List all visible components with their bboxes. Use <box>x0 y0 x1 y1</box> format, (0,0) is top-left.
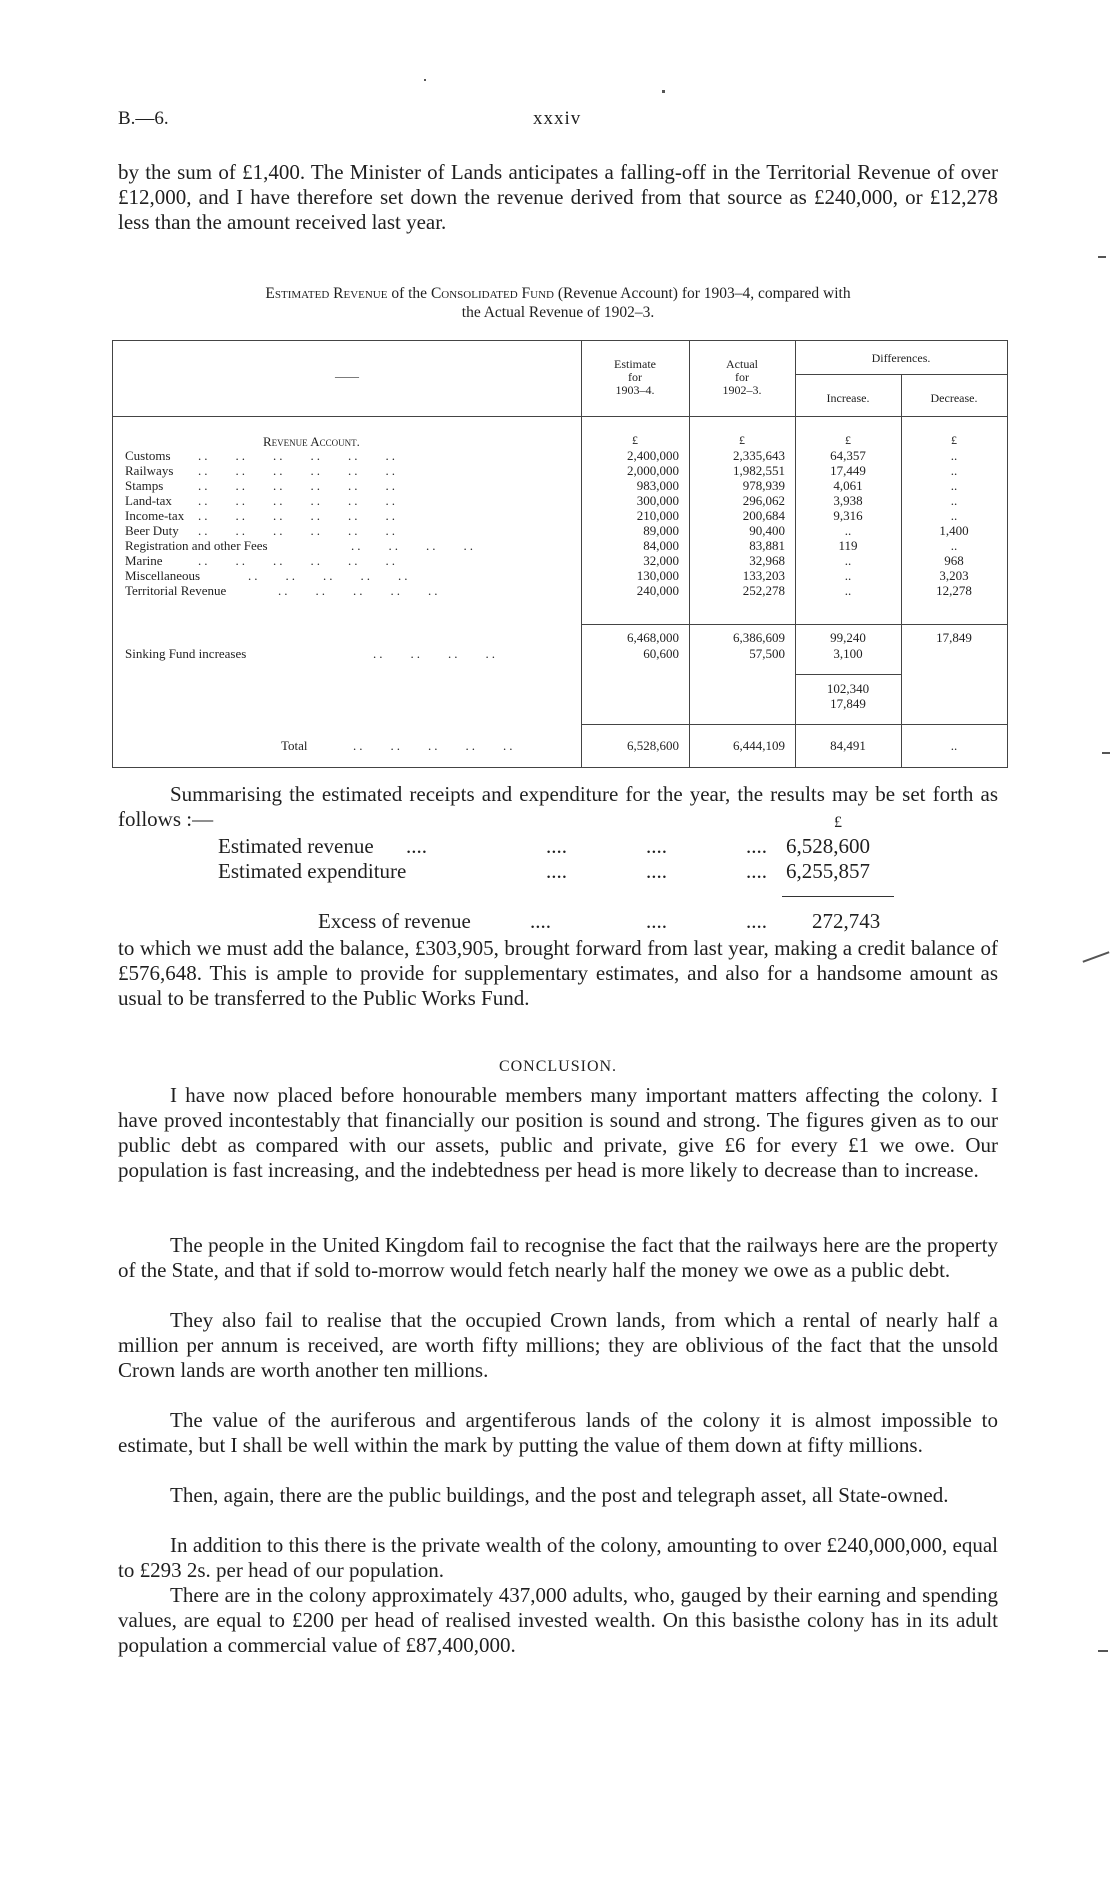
conclusion-paragraph: They also fail to realise that the occupied Crown lands, from which a rental of nearly half a million per annum is received, are worth fifty millions; they are oblivious of the fact that the unsold Crown lands are worth another ten millions. <box>118 1308 998 1382</box>
cell-actual: 296,062 <box>742 493 785 508</box>
row-leader: .. .. .. .. <box>351 538 476 553</box>
col-header-increase: Increase. <box>826 391 870 405</box>
revenue-label: Estimated revenue <box>218 834 374 858</box>
leader-dots: .... <box>746 909 767 933</box>
cell-estimate: 240,000 <box>636 583 679 598</box>
row-leader: .. .. .. .. .. <box>353 738 516 753</box>
row-label: Land-tax <box>125 493 172 508</box>
cell-estimate: 84,000 <box>643 538 679 553</box>
col-header-differences: Differences. <box>871 351 931 365</box>
row-label: Miscellaneous <box>125 568 201 583</box>
cell-actual: 2,335,643 <box>733 448 785 463</box>
scan-speck <box>1098 256 1106 258</box>
leader-dots: .... <box>646 859 667 883</box>
row-leader: .. .. .. .. .. .. <box>198 478 398 493</box>
subtotal-increase: 99,240 <box>830 630 866 645</box>
cell-decrease: .. <box>950 448 958 463</box>
cell-actual: 133,203 <box>742 568 785 583</box>
subtotal-estimate: 6,468,000 <box>627 630 679 645</box>
cell-decrease: 12,278 <box>936 583 972 598</box>
table-row <box>113 568 1007 583</box>
table-row <box>113 448 1007 463</box>
table-row <box>113 583 1007 598</box>
cell-decrease: .. <box>950 508 958 523</box>
cell-decrease: 3,203 <box>939 568 969 583</box>
conclusion-paragraph: The people in the United Kingdom fail to recognise the fact that the railways here are the property of the State, and that if sold to-morrow would fetch nearly half the money we owe as a public debt. <box>118 1233 998 1282</box>
cell-decrease: .. <box>950 538 958 553</box>
cell-increase: 3,938 <box>833 493 863 508</box>
header-line: Actual <box>726 357 758 371</box>
table-rule <box>581 724 1007 725</box>
row-leader: .. .. .. .. <box>373 646 498 661</box>
cell-increase: 17,449 <box>830 463 866 478</box>
scan-speck <box>1083 951 1110 962</box>
row-leader: .. .. .. .. .. .. <box>198 448 398 463</box>
header-line: Estimate <box>614 357 656 371</box>
diff-calc-increase: 102,340 <box>826 681 870 696</box>
cell-increase: 64,357 <box>830 448 866 463</box>
row-leader: .. .. .. .. .. .. <box>198 493 398 508</box>
sinking-actual: 57,500 <box>749 646 785 661</box>
cell-decrease: .. <box>950 493 958 508</box>
cell-decrease: 1,400 <box>939 523 969 538</box>
table-title-part: (Revenue Account) for 1903–4, compared with <box>557 285 851 302</box>
table-rule <box>581 624 1007 625</box>
summary-rule <box>782 896 894 897</box>
table-row <box>113 508 1007 523</box>
table-rule <box>113 416 1007 417</box>
header-line: 1902–3. <box>722 383 762 397</box>
cell-actual: 200,684 <box>742 508 785 523</box>
header-line: 1903–4. <box>615 383 655 397</box>
table-row <box>113 463 1007 478</box>
cell-estimate: 89,000 <box>643 523 679 538</box>
cell-estimate: 300,000 <box>636 493 679 508</box>
leader-dots: .... <box>406 834 427 858</box>
conclusion-heading: CONCLUSION. <box>498 1058 618 1075</box>
subtotal-actual: 6,386,609 <box>733 630 785 645</box>
col-header-estimate <box>581 358 689 397</box>
running-header <box>118 108 998 138</box>
table-row <box>113 553 1007 568</box>
row-label: Beer Duty <box>125 523 179 538</box>
revenue-table <box>112 340 1008 768</box>
cell-actual: 252,278 <box>742 583 785 598</box>
cell-increase: .. <box>844 523 852 538</box>
blank-header: —— <box>335 369 359 383</box>
scan-speck <box>662 90 665 93</box>
cell-increase: 9,316 <box>833 508 863 523</box>
total-decrease: .. <box>950 738 958 753</box>
cell-actual: 90,400 <box>749 523 785 538</box>
cell-decrease: .. <box>950 478 958 493</box>
excess-label: Excess of revenue <box>318 909 471 933</box>
cell-estimate: 130,000 <box>636 568 679 583</box>
row-label: Territorial Revenue <box>125 583 227 598</box>
row-leader: .. .. .. .. .. <box>248 568 411 583</box>
summary-after: to which we must add the balance, £303,905, brought forward from last year, making a credit balance of £576,648. This is ample to provide for supplementary estimates, and also for a handsome amount as usual to be transferred to the Public Works Fund. <box>118 936 998 1010</box>
table-title-line2: the Actual Revenue of 1902–3. <box>461 304 655 321</box>
row-label: Income-tax <box>125 508 185 523</box>
scan-speck <box>1102 752 1110 754</box>
leader-dots: .... <box>530 909 551 933</box>
cell-increase: 4,061 <box>833 478 863 493</box>
row-leader: .. .. .. .. .. .. <box>198 463 398 478</box>
table-title-part: Estimated Revenue <box>265 285 388 302</box>
leader-dots: .... <box>546 834 567 858</box>
summary-currency: £ <box>834 814 842 831</box>
total-label: Total <box>281 738 308 753</box>
col-header-actual <box>689 358 795 397</box>
cell-increase: .. <box>844 553 852 568</box>
conclusion-paragraph: The value of the auriferous and argentiferous lands of the colony it is almost impossible to estimate, but I shall be well within the mark by putting the value of them down at fifty millions. <box>118 1408 998 1457</box>
cell-decrease: 968 <box>944 553 964 568</box>
leader-dots: .... <box>546 859 567 883</box>
header-line: for <box>735 370 749 384</box>
diff-calc-decrease: 17,849 <box>830 696 866 711</box>
cell-actual: 83,881 <box>749 538 785 553</box>
row-label: Registration and other Fees <box>125 538 268 553</box>
row-leader: .. .. .. .. .. .. <box>198 523 398 538</box>
row-label: Customs <box>125 448 171 463</box>
excess-value: 272,743 <box>812 909 881 933</box>
expenditure-label: Estimated expenditure <box>218 859 407 883</box>
table-title <box>108 284 1008 322</box>
expenditure-value: 6,255,857 <box>786 859 870 883</box>
subtotal-decrease: 17,849 <box>936 630 972 645</box>
cell-estimate: 983,000 <box>636 478 679 493</box>
leader-dots: .... <box>646 834 667 858</box>
row-leader: .. .. .. .. .. .. <box>198 553 398 568</box>
leader-dots: .... <box>746 859 767 883</box>
leader-dots: .... <box>746 834 767 858</box>
row-label: Stamps <box>125 478 164 493</box>
row-leader: .. .. .. .. .. .. <box>198 508 398 523</box>
currency-estimate: £ <box>632 433 638 447</box>
table-row <box>113 538 1007 553</box>
cell-estimate: 32,000 <box>643 553 679 568</box>
scan-speck <box>1098 1650 1108 1652</box>
intro-paragraph: by the sum of £1,400. The Minister of Lands anticipates a falling-off in the Territorial Revenue of over £12,000, and I have therefore set down the revenue derived from that source as £240,000, or £12,278 less than the amount received last year. <box>118 160 998 234</box>
table-row <box>113 478 1007 493</box>
revenue-value: 6,528,600 <box>786 834 870 858</box>
table-rule <box>113 340 1007 341</box>
cell-increase: .. <box>844 568 852 583</box>
currency-decrease: £ <box>951 433 957 447</box>
total-estimate: 6,528,600 <box>627 738 679 753</box>
table-rule <box>795 674 901 675</box>
section-code: B.—6. <box>118 108 169 129</box>
sinking-fund-label: Sinking Fund increases <box>125 646 247 661</box>
conclusion-paragraph: In addition to this there is the private wealth of the colony, amounting to over £240,000,000, equal to £293 2s. per head of our population. <box>118 1533 998 1582</box>
conclusion-paragraph: I have now placed before honourable members many important matters affecting the colony. I have proved incontestably that financially our position is sound and strong. The figures given as to our public debt as compared with our assets, public and private, give £6 for every £1 we owe. Our population is fast increasing, and the indebtedness per head is more likely to decrease than to increase. <box>118 1083 998 1182</box>
conclusion-paragraph: There are in the colony approximately 437,000 adults, who, gauged by their earning and spending values, are equal to £200 per head of realised invested wealth. On this basisthe colony has in its adult population a commercial value of £87,400,000. <box>118 1583 998 1657</box>
cell-decrease: .. <box>950 463 958 478</box>
sinking-estimate: 60,600 <box>643 646 679 661</box>
table-title-part: Consolidated Fund <box>430 285 555 302</box>
cell-actual: 1,982,551 <box>733 463 785 478</box>
table-row <box>113 493 1007 508</box>
currency-increase: £ <box>845 433 851 447</box>
table-row <box>113 523 1007 538</box>
cell-estimate: 210,000 <box>636 508 679 523</box>
summary-intro: Summarising the estimated receipts and expenditure for the year, the results may be set forth as follows :— <box>118 782 998 831</box>
header-line: for <box>628 370 642 384</box>
cell-actual: 32,968 <box>749 553 785 568</box>
cell-actual: 978,939 <box>742 478 785 493</box>
scan-speck <box>424 79 426 81</box>
conclusion-paragraph: Then, again, there are the public buildings, and the post and telegraph asset, all State-owned. <box>170 1483 949 1507</box>
cell-estimate: 2,000,000 <box>627 463 679 478</box>
row-leader: .. .. .. .. .. <box>278 583 441 598</box>
cell-increase: 119 <box>838 538 858 553</box>
cell-increase: .. <box>844 583 852 598</box>
currency-actual: £ <box>739 433 745 447</box>
table-title-part: of the <box>391 285 428 302</box>
col-header-decrease: Decrease. <box>930 391 978 405</box>
table-rule <box>113 767 1007 768</box>
row-label: Marine <box>125 553 163 568</box>
page-number: xxxiv <box>533 108 582 129</box>
section-label: Revenue Account. <box>263 434 360 449</box>
total-increase: 84,491 <box>830 738 866 753</box>
leader-dots: .... <box>646 909 667 933</box>
sinking-increase: 3,100 <box>833 646 863 661</box>
row-label: Railways <box>125 463 174 478</box>
total-actual: 6,444,109 <box>733 738 785 753</box>
cell-estimate: 2,400,000 <box>627 448 679 463</box>
